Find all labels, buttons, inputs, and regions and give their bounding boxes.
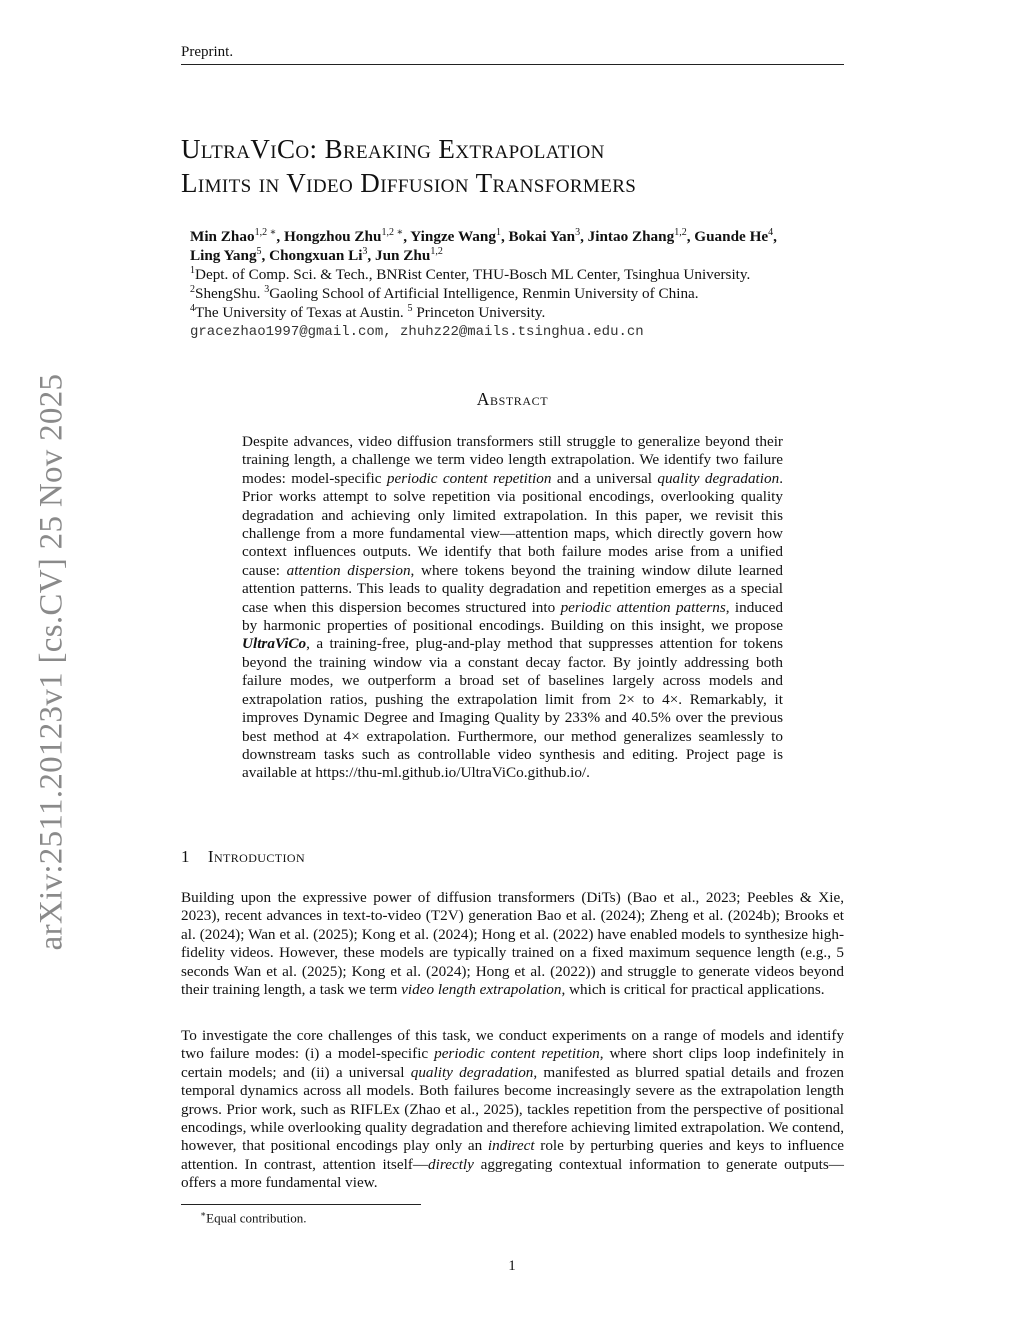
emphasis-text: UltraViCo bbox=[242, 635, 307, 653]
author-emails: gracezhao1997@gmail.com, zhuhz22@mails.tsinghua.edu.cn bbox=[190, 324, 644, 340]
affiliation-4-text: The University of Texas at Austin. bbox=[195, 304, 408, 321]
affiliation-1-mark: 1 bbox=[190, 264, 195, 276]
author-affiliation-mark: 1,2 bbox=[674, 226, 687, 238]
text-run: Building upon the expressive power of diffusion transformers (DiTs) (Bao et al., 2023; Peebles & Xie, 2023), recent advances in text-to-video (T2V) generation Bao et al. (2024); Zheng et al. (2024b); Brooks et al. (2024); Wan et al. (2025); Kong et al. (2024); Hong et al. (2022) have enabled models to synthesize high-fidelity videos. However, these models are typically trained on a fixed maximum sequence length (e.g., 5 seconds Wan et al. (2025); Kong et al. (2024); Hong et al. (2022)) and struggle to generate videos beyond their training length, a task we term bbox=[181, 889, 844, 999]
author-separator: , bbox=[261, 247, 270, 264]
affiliation-4-mark: 4 bbox=[190, 302, 195, 314]
affiliation-3-text: Gaoling School of Artificial Intelligence, Renmin University of China. bbox=[269, 285, 699, 302]
emphasis-text: quality degradation bbox=[657, 469, 780, 487]
author-name: Yingze Wang bbox=[410, 228, 496, 245]
section-heading-introduction bbox=[181, 847, 305, 867]
author-affiliation-mark: 1,2 ∗ bbox=[381, 226, 404, 238]
text-run: Despite advances, video diffusion transformers still struggle to generalize beyond their training length, a challenge we term video length extrapolation. We identify two failure modes: model-specific bbox=[242, 433, 783, 487]
affiliation-5-text: Princeton University. bbox=[412, 304, 546, 321]
author-affiliation-mark: 1,2 ∗ bbox=[254, 226, 277, 238]
author-affiliation-mark: 1,2 bbox=[430, 245, 443, 257]
title-line-1: UltraViCo: Breaking Extrapolation bbox=[181, 134, 605, 164]
section-number: 1 bbox=[181, 847, 190, 866]
footnote bbox=[200, 1209, 307, 1226]
text-run: aggregating contextual information to generate outputs—offers a more fundamental view. bbox=[181, 1155, 844, 1192]
text-run: , where tokens beyond the training window dilute learned attention patterns. This leads to quality degradation and repetition emerges as a special case when this dispersion becomes structured into bbox=[242, 561, 784, 616]
arxiv-identifier: arXiv:2511.20123v1 [cs.CV] 25 Nov 2025 bbox=[33, 373, 70, 951]
author-affiliation-mark: 3 bbox=[575, 226, 581, 238]
emphasis-text: periodic content repetition bbox=[434, 1045, 600, 1063]
affiliation-2-text: ShengShu. bbox=[195, 285, 265, 302]
author-separator: , bbox=[773, 228, 777, 245]
affiliation-1 bbox=[190, 265, 844, 284]
running-head: Preprint. bbox=[181, 44, 234, 60]
emphasis-text: video length extrapolation bbox=[401, 981, 562, 999]
affiliation-5-mark: 5 bbox=[407, 302, 413, 314]
header-rule bbox=[181, 64, 844, 65]
paper-title bbox=[181, 132, 844, 200]
author-separator: , bbox=[580, 228, 588, 245]
footnote-text: Equal contribution. bbox=[206, 1210, 307, 1226]
abstract-heading: Abstract bbox=[476, 389, 549, 409]
author-name: Min Zhao bbox=[190, 228, 255, 245]
emphasis-text: indirect bbox=[487, 1137, 535, 1155]
affiliation-3-mark: 3 bbox=[264, 283, 270, 295]
author-separator: , bbox=[276, 228, 284, 245]
author-name: Chongxuan Li bbox=[269, 247, 363, 264]
author-separator: , bbox=[500, 228, 509, 245]
author-name: Ling Yang bbox=[190, 247, 257, 264]
section-title: Introduction bbox=[207, 847, 306, 866]
author-name: Hongzhou Zhu bbox=[283, 228, 382, 245]
emphasis-text: directly bbox=[428, 1155, 474, 1173]
author-affiliation-mark: 3 bbox=[362, 245, 368, 257]
text-run: and a universal bbox=[551, 469, 658, 487]
author-name: Bokai Yan bbox=[508, 228, 576, 245]
text-run: To investigate the core challenges of this task, we conduct experiments on a range of models and identify two failure modes: (i) a model-specific bbox=[181, 1027, 844, 1063]
abstract-body bbox=[242, 433, 783, 783]
title-line-2: Limits in Video Diffusion Transformers bbox=[181, 168, 637, 198]
footnote-rule bbox=[181, 1204, 421, 1205]
text-run: , which is critical for practical applications. bbox=[561, 981, 825, 999]
text-run: , induced by harmonic properties of positional encodings. Building on this insight, we propose bbox=[242, 598, 783, 635]
author-separator: , bbox=[686, 228, 695, 245]
intro-paragraph-2 bbox=[181, 1027, 844, 1193]
emphasis-text: attention dispersion bbox=[286, 561, 411, 579]
emphasis-text: periodic content repetition bbox=[386, 469, 552, 487]
page-number: 1 bbox=[508, 1258, 516, 1274]
author-affiliation-mark: 5 bbox=[256, 245, 262, 257]
text-run: role by perturbing queries and keys to influence attention. In contrast, attention itself— bbox=[181, 1137, 844, 1173]
text-run: , where short clips loop indefinitely in certain models; and (ii) a universal bbox=[181, 1045, 844, 1081]
affiliation-2 bbox=[190, 284, 844, 303]
affiliation-4 bbox=[190, 303, 844, 322]
intro-paragraph-1 bbox=[181, 889, 844, 999]
affiliation-1-text: Dept. of Comp. Sci. & Tech., BNRist Center, THU-Bosch ML Center, Tsinghua University. bbox=[195, 266, 751, 283]
author-block bbox=[190, 227, 844, 342]
footnote-mark: ∗ bbox=[200, 1209, 207, 1219]
emphasis-text: quality degradation bbox=[410, 1063, 534, 1081]
author-name: Guande He bbox=[694, 228, 769, 245]
author-name: Jintao Zhang bbox=[587, 228, 675, 245]
text-run: , a training-free, plug-and-play method that suppresses attention for tokens beyond the training window via a constant decay factor. By jointly addressing both failure modes, we outperform a broad set of baselines largely across models and extrapolation ratios, pushing the extrapolation limit from 2× to 4×. Remarkably, it improves Dynamic Degree and Imaging Quality by 233% and 40.5% over the previous best method at 4× extrapolation. Furthermore, our method generalizes seamlessly to downstream tasks such as controllable video synthesis and editing. Project page is available at https://thu-ml.github.io/UltraViCo.github.io/. bbox=[242, 635, 783, 782]
author-affiliation-mark: 4 bbox=[768, 226, 774, 238]
author-affiliation-mark: 1 bbox=[495, 226, 501, 238]
author-name: Jun Zhu bbox=[375, 247, 431, 264]
text-run: , manifested as blurred spatial details and frozen temporal dynamics across all models. Both failures become increasingly severe as the extrapolation length grows. Prior work, such as RIFLEx (Zhao et al., 2025), tackles repetition from the perspective of positional encodings, while overlooking quality degradation and therefore achieving limited extrapolation. We contend, however, that positional encodings play only an bbox=[181, 1063, 844, 1155]
author-separator: , bbox=[403, 228, 411, 245]
author-separator: , bbox=[367, 247, 376, 264]
affiliation-2-mark: 2 bbox=[190, 283, 195, 295]
emphasis-text: periodic attention patterns bbox=[560, 598, 726, 616]
author-list bbox=[190, 227, 844, 265]
text-run: . Prior works attempt to solve repetition via positional encodings, overlooking quality degradation and achieving only limited extrapolation. In this paper, we revisit this challenge from a more fundamental view—attention maps, which directly govern how context influences outputs. We identify that both failure modes arise from a unified cause: bbox=[242, 469, 783, 579]
